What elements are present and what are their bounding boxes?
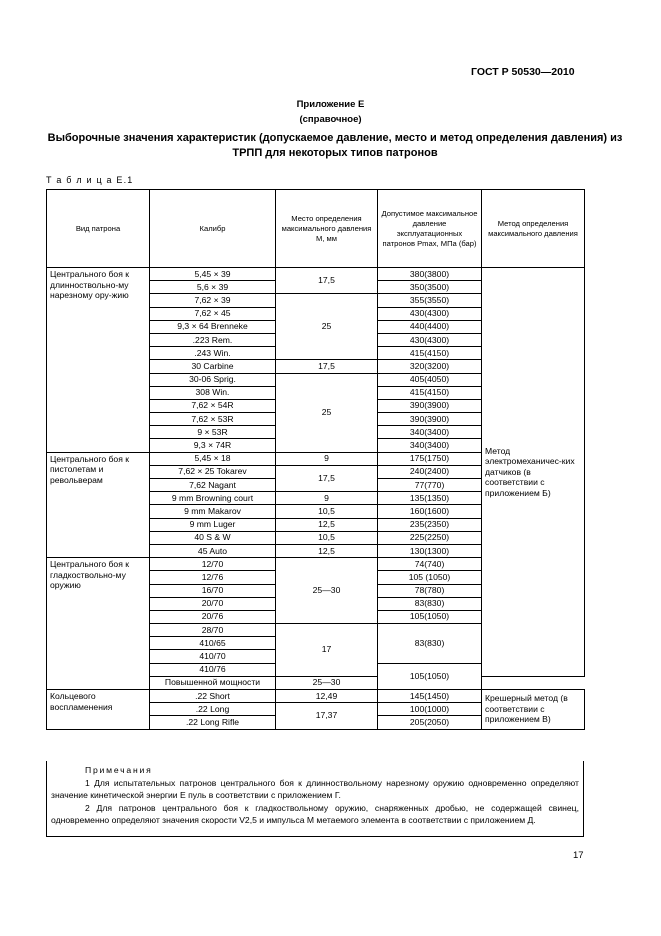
place-cell: 17,5 (276, 268, 378, 294)
note-1: 1 Для испытательных патронов центрального боя к длинноствольному нарезному оружию одновременно определяют значение кинетической энергии Е пуль в соответствии с приложением Г. (51, 777, 579, 800)
caliber-cell: 7,62 × 39 (150, 294, 276, 307)
place-cell: 10,5 (276, 505, 378, 518)
pressure-cell: 390(3900) (378, 399, 482, 412)
place-cell: 9 (276, 492, 378, 505)
place-cell: 12,5 (276, 544, 378, 557)
pressure-cell: 380(3800) (378, 268, 482, 281)
caliber-cell: 9 mm Luger (150, 518, 276, 531)
pressure-cell: 355(3550) (378, 294, 482, 307)
pressure-cell: 74(740) (378, 558, 482, 571)
caliber-cell: 16/70 (150, 584, 276, 597)
header-caliber: Калибр (150, 190, 276, 268)
appendix-heading (0, 97, 661, 127)
pressure-cell: 105(1050) (378, 663, 482, 689)
caliber-cell: 9 × 53R (150, 426, 276, 439)
pressure-cell: 240(2400) (378, 465, 482, 478)
caliber-cell: 7,62 × 54R (150, 399, 276, 412)
pressure-cell: 415(4150) (378, 347, 482, 360)
pressure-cell: 105 (1050) (378, 571, 482, 584)
header-method: Метод определения максимального давления (482, 190, 585, 268)
caliber-cell: 308 Win. (150, 386, 276, 399)
place-cell: 17 (276, 624, 378, 677)
place-cell: 25—30 (276, 676, 378, 689)
caliber-cell: .22 Short (150, 690, 276, 703)
place-cell: 17,5 (276, 360, 378, 373)
place-cell: 12,49 (276, 690, 378, 703)
caliber-cell: 410/65 (150, 637, 276, 650)
page-number: 17 (573, 850, 584, 861)
pressure-cell: 430(4300) (378, 333, 482, 346)
appendix-name: Приложение Е (296, 99, 365, 110)
method-cell: Метод электромеханичес-ких датчиков (в соответствии с приложением Б) (482, 268, 585, 677)
place-cell: 9 (276, 452, 378, 465)
pressure-cell: 320(3200) (378, 360, 482, 373)
caliber-cell: .243 Win. (150, 347, 276, 360)
pressure-cell: 83(830) (378, 597, 482, 610)
pressure-cell: 78(780) (378, 584, 482, 597)
appendix-kind: (справочное) (299, 114, 362, 125)
caliber-cell: 7,62 × 45 (150, 307, 276, 320)
caliber-cell: .223 Rem. (150, 333, 276, 346)
pressure-cell: 340(3400) (378, 439, 482, 452)
pressure-cell: 405(4050) (378, 373, 482, 386)
caliber-cell: Повышенной мощности (150, 676, 276, 689)
pressure-cell: 415(4150) (378, 386, 482, 399)
place-cell: 17,5 (276, 465, 378, 491)
caliber-cell: 20/70 (150, 597, 276, 610)
caliber-cell: 20/76 (150, 610, 276, 623)
caliber-cell: 5,6 × 39 (150, 281, 276, 294)
pressure-cell: 130(1300) (378, 544, 482, 557)
pressure-cell: 235(2350) (378, 518, 482, 531)
pressure-cell: 135(1350) (378, 492, 482, 505)
table-row (47, 268, 585, 281)
caliber-cell: 28/70 (150, 624, 276, 637)
table-label: Т а б л и ц а Е.1 (46, 175, 134, 185)
caliber-cell: 30 Carbine (150, 360, 276, 373)
caliber-cell: 5,45 × 39 (150, 268, 276, 281)
pressure-cell: 350(3500) (378, 281, 482, 294)
caliber-cell: 30-06 Sprig. (150, 373, 276, 386)
caliber-cell: 5,45 × 18 (150, 452, 276, 465)
pressure-cell: 100(1000) (378, 703, 482, 716)
pressure-cell: 205(2050) (378, 716, 482, 729)
caliber-cell: 12/70 (150, 558, 276, 571)
caliber-cell: 7,62 Nagant (150, 479, 276, 492)
caliber-cell: 410/76 (150, 663, 276, 676)
place-cell: 10,5 (276, 531, 378, 544)
group-type-cell: Центрального боя к длинноствольно-му нарезному ору-жию (47, 268, 150, 453)
caliber-cell: 7,62 × 53R (150, 413, 276, 426)
pressure-cell: 430(4300) (378, 307, 482, 320)
note-2: 2 Для патронов центрального боя к гладкоствольному оружию, снаряженных дробью, не содержащей свинец, одновременно определяют значения скорости V2,5 и импульса М метаемого элемента в соответствии с приложением Д. (51, 802, 579, 825)
header-pressure: Допустимое максимальное давление эксплуатационных патронов Pmax, МПа (бар) (378, 190, 482, 268)
place-cell: 25 (276, 294, 378, 360)
pressure-cell: 83(830) (378, 624, 482, 664)
group-type-cell: Кольцевого воспламенения (47, 690, 150, 730)
caliber-cell: .22 Long (150, 703, 276, 716)
place-cell: 17,37 (276, 703, 378, 729)
caliber-cell: 9,3 × 74R (150, 439, 276, 452)
pressure-cell: 145(1450) (378, 690, 482, 703)
table-header-row (47, 190, 585, 268)
place-cell: 25 (276, 373, 378, 452)
caliber-cell: 45 Auto (150, 544, 276, 557)
caliber-cell: 9 mm Makarov (150, 505, 276, 518)
table-notes (46, 761, 584, 837)
caliber-cell: 9 mm Browning court (150, 492, 276, 505)
group-type-cell: Центрального боя к пистолетам и револьверам (47, 452, 150, 558)
pressure-cell: 440(4400) (378, 320, 482, 333)
pressure-cell: 77(770) (378, 479, 482, 492)
pressure-cell: 160(1600) (378, 505, 482, 518)
place-cell: 12,5 (276, 518, 378, 531)
method-cell: Крешерный метод (в соответствии с приложением В) (482, 690, 585, 730)
group-type-cell: Центрального боя к гладкоствольно-му оружию (47, 558, 150, 690)
standard-number: ГОСТ Р 50530—2010 (471, 66, 575, 78)
notes-heading: Примечания (85, 765, 153, 775)
caliber-cell: 410/70 (150, 650, 276, 663)
pressure-table (46, 189, 585, 730)
pressure-cell: 175(1750) (378, 452, 482, 465)
caliber-cell: 7,62 × 25 Tokarev (150, 465, 276, 478)
table-row (47, 690, 585, 703)
caliber-cell: 9,3 × 64 Brenneke (150, 320, 276, 333)
place-cell: 25—30 (276, 558, 378, 624)
page-title: Выборочные значения характеристик (допускаемое давление, место и метод определения давления) из ТРПП для некоторых типов патронов (47, 132, 623, 159)
pressure-cell: 105(1050) (378, 610, 482, 623)
pressure-cell: 340(3400) (378, 426, 482, 439)
header-type: Вид патрона (47, 190, 150, 268)
pressure-cell: 390(3900) (378, 413, 482, 426)
caliber-cell: .22 Long Rifle (150, 716, 276, 729)
pressure-cell: 225(2250) (378, 531, 482, 544)
caliber-cell: 12/76 (150, 571, 276, 584)
caliber-cell: 40 S & W (150, 531, 276, 544)
header-place: Место определения максимального давления М, мм (276, 190, 378, 268)
